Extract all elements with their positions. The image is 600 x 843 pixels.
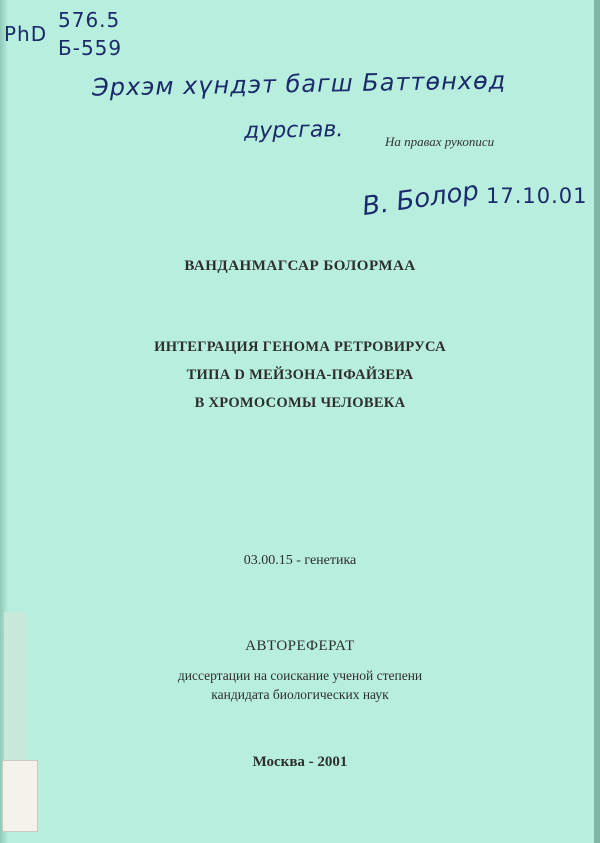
description-line-1: диссертации на соискание ученой степени: [177, 668, 423, 683]
catalog-code: PhD: [4, 22, 48, 46]
author-name: ВАНДАНМАГСАР БОЛОРМАА: [184, 258, 416, 274]
title-line-3: В ХРОМОСОМЫ ЧЕЛОВЕКА: [194, 395, 406, 411]
catalog-number-primary: 576.5: [58, 8, 121, 32]
dedication-line-1: Эрхэм хүндэт багш Баттөнхөд: [91, 66, 507, 102]
author-signature: В. Болор: [360, 175, 481, 223]
document-type: АВТОРЕФЕРАТ: [245, 638, 355, 654]
dedication-line-2: дурсгав.: [243, 117, 344, 144]
description-line-2: кандидата биологических наук: [211, 687, 389, 702]
catalog-number-secondary: Б-559: [58, 36, 123, 60]
scan-edge: [594, 0, 600, 843]
title-line-2: ТИПА D МЕЙЗОНА-ПФАЙЗЕРА: [186, 367, 414, 383]
place-and-year: Москва - 2001: [252, 754, 348, 770]
specialty-code: 03.00.15 - генетика: [243, 553, 357, 568]
signature-date: 17.10.01: [486, 184, 588, 208]
manuscript-note: На правах рукописи: [385, 134, 495, 149]
title-line-1: ИНТЕГРАЦИЯ ГЕНОМА РЕТРОВИРУСА: [154, 339, 446, 355]
